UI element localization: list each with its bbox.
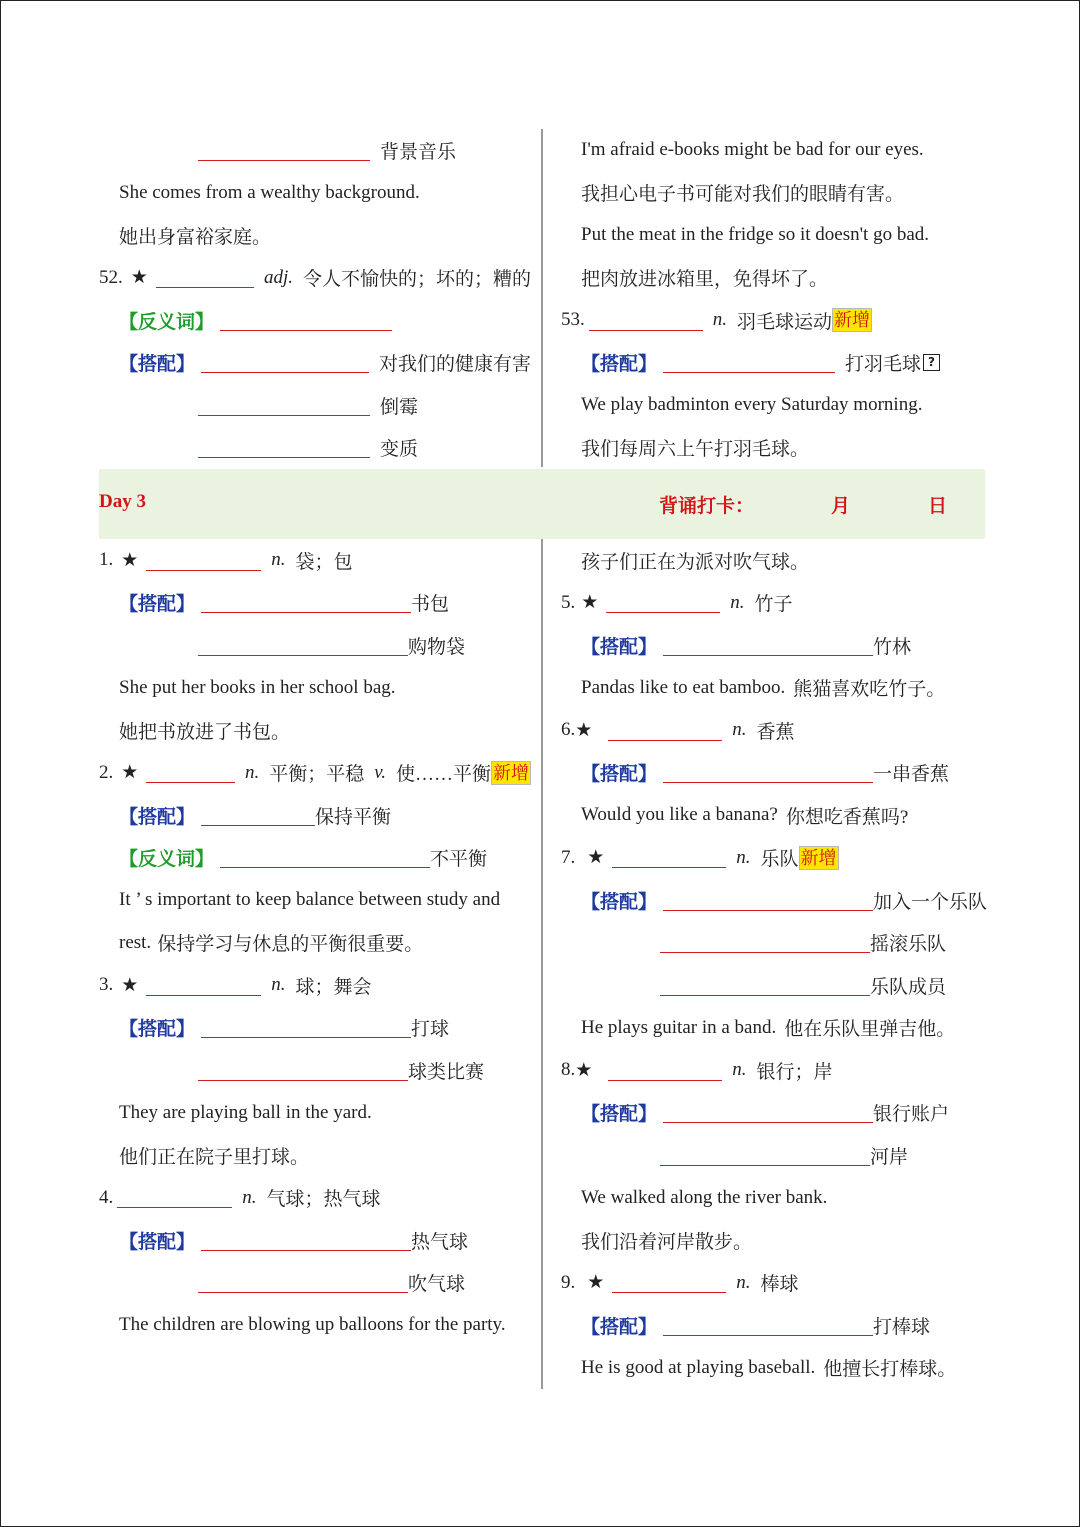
column-divider: [541, 129, 543, 467]
collocation-line: [561, 752, 991, 795]
answer-blank[interactable]: [660, 932, 870, 953]
star-icon: ★: [587, 1272, 605, 1294]
collocation-line: [99, 342, 531, 385]
answer-blank[interactable]: [156, 267, 254, 288]
antonym-line: [99, 299, 531, 342]
example-en: He is good at playing baseball.: [581, 1356, 816, 1378]
part-of-speech: n.: [736, 1271, 751, 1293]
example-line: [561, 794, 991, 837]
example-line: [99, 922, 531, 965]
collocation-line: [99, 582, 531, 625]
collocation-tag: 【搭配】: [581, 1104, 658, 1126]
month-label: 月: [831, 496, 851, 517]
definition: 银行；岸: [756, 1061, 833, 1083]
answer-blank[interactable]: [606, 592, 720, 613]
collocation-meaning: 摇滚乐队: [870, 934, 947, 956]
collocation-meaning: 加入一个乐队: [873, 891, 988, 913]
example-en: The children are blowing up balloons for the party.: [119, 1314, 506, 1336]
example-cn: 把肉放进冰箱里，免得坏了。: [581, 269, 829, 291]
collocation-meaning: 购物袋: [408, 636, 466, 658]
collocation-meaning: 保持平衡: [315, 806, 392, 828]
definition: 气球；热气球: [266, 1189, 381, 1211]
collocation-meaning: 背景音乐: [380, 141, 457, 163]
example-line: [561, 1007, 991, 1050]
collocation-meaning: 倒霉: [380, 396, 419, 418]
entry-4: [99, 1177, 531, 1220]
definition: 袋；包: [295, 551, 353, 573]
answer-blank[interactable]: [612, 847, 726, 868]
example-cn: 我担心电子书可能对我们的眼睛有害。: [581, 184, 905, 206]
part-of-speech: n.: [242, 1186, 257, 1208]
antonym-tag: 【反义词】: [119, 311, 215, 333]
collocation-tag: 【搭配】: [119, 594, 196, 616]
collocation-meaning: 银行账户: [873, 1104, 950, 1126]
collocation-tag: 【搭配】: [119, 354, 196, 376]
collocation-line: [561, 624, 991, 667]
collocation-meaning: 河岸: [870, 1146, 909, 1168]
collocation-tag: 【搭配】: [581, 1316, 658, 1338]
answer-blank[interactable]: [201, 1230, 411, 1251]
day-label: Day 3: [99, 491, 146, 512]
answer-blank[interactable]: [201, 592, 411, 613]
answer-blank[interactable]: [117, 1187, 232, 1208]
collocation-line: [561, 1134, 991, 1177]
collocation-meaning: 竹林: [873, 636, 912, 658]
answer-blank[interactable]: [198, 1272, 408, 1293]
definition: 平衡；平稳: [269, 764, 365, 786]
example-cn: 她把书放进了书包。: [119, 721, 291, 743]
collocation-tag: 【搭配】: [119, 806, 196, 828]
collocation-line: [99, 1219, 531, 1262]
star-icon: ★: [581, 592, 599, 614]
answer-blank[interactable]: [608, 1060, 722, 1081]
antonym-line: [99, 837, 531, 880]
entry-number: 8.: [561, 1059, 576, 1081]
entry-53: [561, 299, 991, 342]
collocation-meaning: 书包: [411, 594, 450, 616]
collocation-line: [99, 794, 531, 837]
collocation-meaning: 变质: [380, 439, 419, 461]
bottom-right-column: [561, 539, 991, 1389]
answer-blank[interactable]: [201, 805, 315, 826]
entry-2: [99, 752, 531, 795]
example-en: She put her books in her school bag.: [119, 676, 396, 698]
collocation-meaning: 热气球: [411, 1231, 469, 1253]
answer-blank[interactable]: [663, 1102, 873, 1123]
answer-blank[interactable]: [663, 352, 835, 373]
collocation-tag: 【搭配】: [581, 636, 658, 658]
example-en: He plays guitar in a band.: [581, 1016, 777, 1038]
bottom-left-column: [99, 539, 531, 1347]
entry-number: 4.: [99, 1186, 114, 1208]
collocation-tag: 【搭配】: [581, 764, 658, 786]
collocation-line: [99, 1007, 531, 1050]
example-en: We walked along the river bank.: [581, 1186, 828, 1208]
part-of-speech: n.: [271, 549, 286, 571]
answer-blank[interactable]: [198, 140, 370, 161]
date-label: 日: [928, 496, 948, 517]
entry-number: 52.: [99, 266, 123, 288]
answer-blank[interactable]: [198, 635, 408, 656]
definition: 棒球: [760, 1274, 799, 1296]
answer-blank[interactable]: [201, 352, 369, 373]
example-en: We play badminton every Saturday morning.: [581, 394, 923, 416]
entry-number: 53.: [561, 309, 585, 331]
definition: 竹子: [754, 594, 793, 616]
collocation-line: [99, 624, 531, 667]
example-line: [561, 667, 991, 710]
column-divider: [541, 539, 543, 1389]
star-icon: ★: [130, 267, 148, 289]
example-en: Would you like a banana?: [581, 804, 778, 826]
entry-number: 1.: [99, 549, 114, 571]
checkin-label: 背诵打卡：: [659, 496, 755, 517]
example-cn: 熊猫喜欢吃竹子。: [793, 679, 946, 701]
answer-blank[interactable]: [612, 1272, 726, 1293]
example-cn: 他们正在院子里打球。: [119, 1146, 310, 1168]
collocation-line: [561, 1304, 991, 1347]
star-icon: ★: [575, 1059, 593, 1081]
star-icon: ★: [121, 762, 139, 784]
answer-blank[interactable]: [198, 437, 370, 458]
day-header-bar: [99, 469, 985, 539]
antonym-meaning: 不平衡: [430, 849, 488, 871]
part-of-speech: n.: [271, 974, 286, 996]
example-en: They are playing ball in the yard.: [119, 1101, 372, 1123]
collocation-meaning: 球类比赛: [408, 1061, 485, 1083]
definition: 令人不愉快的；坏的；糟的: [302, 269, 531, 291]
example-cn: 我们沿着河岸散步。: [581, 1231, 753, 1253]
collocation-line: [99, 384, 531, 427]
part-of-speech: n.: [730, 591, 745, 613]
example-en: Pandas like to eat bamboo.: [581, 676, 786, 698]
collocation-meaning: 对我们的健康有害: [378, 354, 531, 376]
entry-number: 9.: [561, 1271, 576, 1293]
example-en: It ’ s important to keep balance between study and: [119, 889, 501, 911]
example-cn: 她出身富裕家庭。: [119, 226, 272, 248]
answer-blank[interactable]: [663, 890, 873, 911]
definition: 使……平衡: [395, 764, 491, 786]
top-left-column: [99, 129, 531, 469]
answer-blank[interactable]: [146, 550, 261, 571]
definition: 香蕉: [756, 721, 795, 743]
star-icon: ★: [575, 719, 593, 741]
example-cn: 你想吃香蕉吗?: [785, 806, 909, 828]
definition: 球；舞会: [295, 976, 372, 998]
part-of-speech: v.: [374, 761, 386, 783]
collocation-meaning: 乐队成员: [870, 976, 947, 998]
collocation-line: [561, 964, 991, 1007]
entry-number: 6.: [561, 719, 576, 741]
collocation-tag: 【搭配】: [581, 891, 658, 913]
collocation-line: [561, 879, 991, 922]
collocation-tag: 【搭配】: [119, 1231, 196, 1253]
answer-blank[interactable]: [220, 847, 430, 868]
answer-blank[interactable]: [660, 975, 870, 996]
example-cn: 他在乐队里弹吉他。: [784, 1019, 956, 1041]
collocation-meaning: 打球: [411, 1019, 450, 1041]
answer-blank[interactable]: [660, 1145, 870, 1166]
example-cn: 保持学习与休息的平衡很重要。: [157, 934, 424, 956]
part-of-speech: adj.: [263, 266, 293, 288]
example-cn: 他擅长打棒球。: [823, 1359, 957, 1381]
answer-blank[interactable]: [589, 310, 703, 331]
entry-number: 2.: [99, 761, 114, 783]
example-cn: 我们每周六上午打羽毛球。: [581, 439, 810, 461]
collocation-tag: 【搭配】: [581, 354, 658, 376]
entry-9: [561, 1262, 991, 1305]
example-en: I'm afraid e-books might be bad for our eyes.: [581, 139, 924, 161]
top-right-column: [561, 129, 991, 469]
example-line: [561, 1347, 991, 1390]
entry-8: [561, 1049, 991, 1092]
example-cn: 孩子们正在为派对吹气球。: [581, 551, 810, 573]
new-badge: 新增: [834, 310, 871, 331]
answer-blank[interactable]: [146, 975, 261, 996]
entry-1: [99, 539, 531, 582]
new-badge: 新增: [493, 762, 529, 783]
collocation-line: [99, 1049, 531, 1092]
example-en: She comes from a wealthy background.: [119, 181, 420, 203]
definition: 乐队: [760, 849, 799, 871]
new-badge: 新增: [800, 847, 837, 868]
entry-number: 5.: [561, 591, 576, 613]
part-of-speech: n.: [736, 846, 751, 868]
antonym-tag: 【反义词】: [119, 849, 215, 871]
answer-blank[interactable]: [663, 1315, 873, 1336]
entry-6: [561, 709, 991, 752]
collocation-line: [99, 427, 531, 470]
answer-blank[interactable]: [663, 635, 873, 656]
collocation-meaning: 打羽毛球: [845, 354, 922, 376]
star-icon: ★: [587, 847, 605, 869]
collocation-meaning: 一串香蕉: [873, 764, 950, 786]
part-of-speech: n.: [732, 1059, 747, 1081]
answer-blank[interactable]: [220, 310, 392, 331]
collocation-line: [561, 922, 991, 965]
entry-7: [561, 837, 991, 880]
star-icon: ★: [121, 549, 139, 571]
star-icon: ★: [121, 974, 139, 996]
example-en: rest.: [119, 931, 152, 953]
example-en: Put the meat in the fridge so it doesn't go bad.: [581, 224, 930, 246]
entry-52: [99, 257, 531, 300]
answer-blank[interactable]: [201, 1017, 411, 1038]
part-of-speech: n.: [712, 309, 727, 331]
entry-number: 7.: [561, 846, 576, 868]
answer-blank[interactable]: [663, 762, 873, 783]
answer-blank[interactable]: [198, 1060, 408, 1081]
definition: 羽毛球运动: [737, 311, 833, 333]
answer-blank[interactable]: [198, 395, 370, 416]
collocation-meaning: 打棒球: [873, 1316, 931, 1338]
collocation-line: [561, 342, 991, 385]
part-of-speech: n.: [244, 761, 260, 783]
collocation-line: [561, 1092, 991, 1135]
entry-3: [99, 964, 531, 1007]
collocation-meaning: 吹气球: [408, 1274, 466, 1296]
answer-blank[interactable]: [608, 720, 722, 741]
collocation-tag: 【搭配】: [119, 1019, 196, 1041]
part-of-speech: n.: [732, 719, 747, 741]
collocation-line: [99, 1262, 531, 1305]
collocation-line: [99, 129, 531, 172]
answer-blank[interactable]: [146, 762, 235, 783]
entry-5: [561, 582, 991, 625]
question-box-icon: ?: [923, 354, 940, 371]
entry-number: 3.: [99, 974, 114, 996]
